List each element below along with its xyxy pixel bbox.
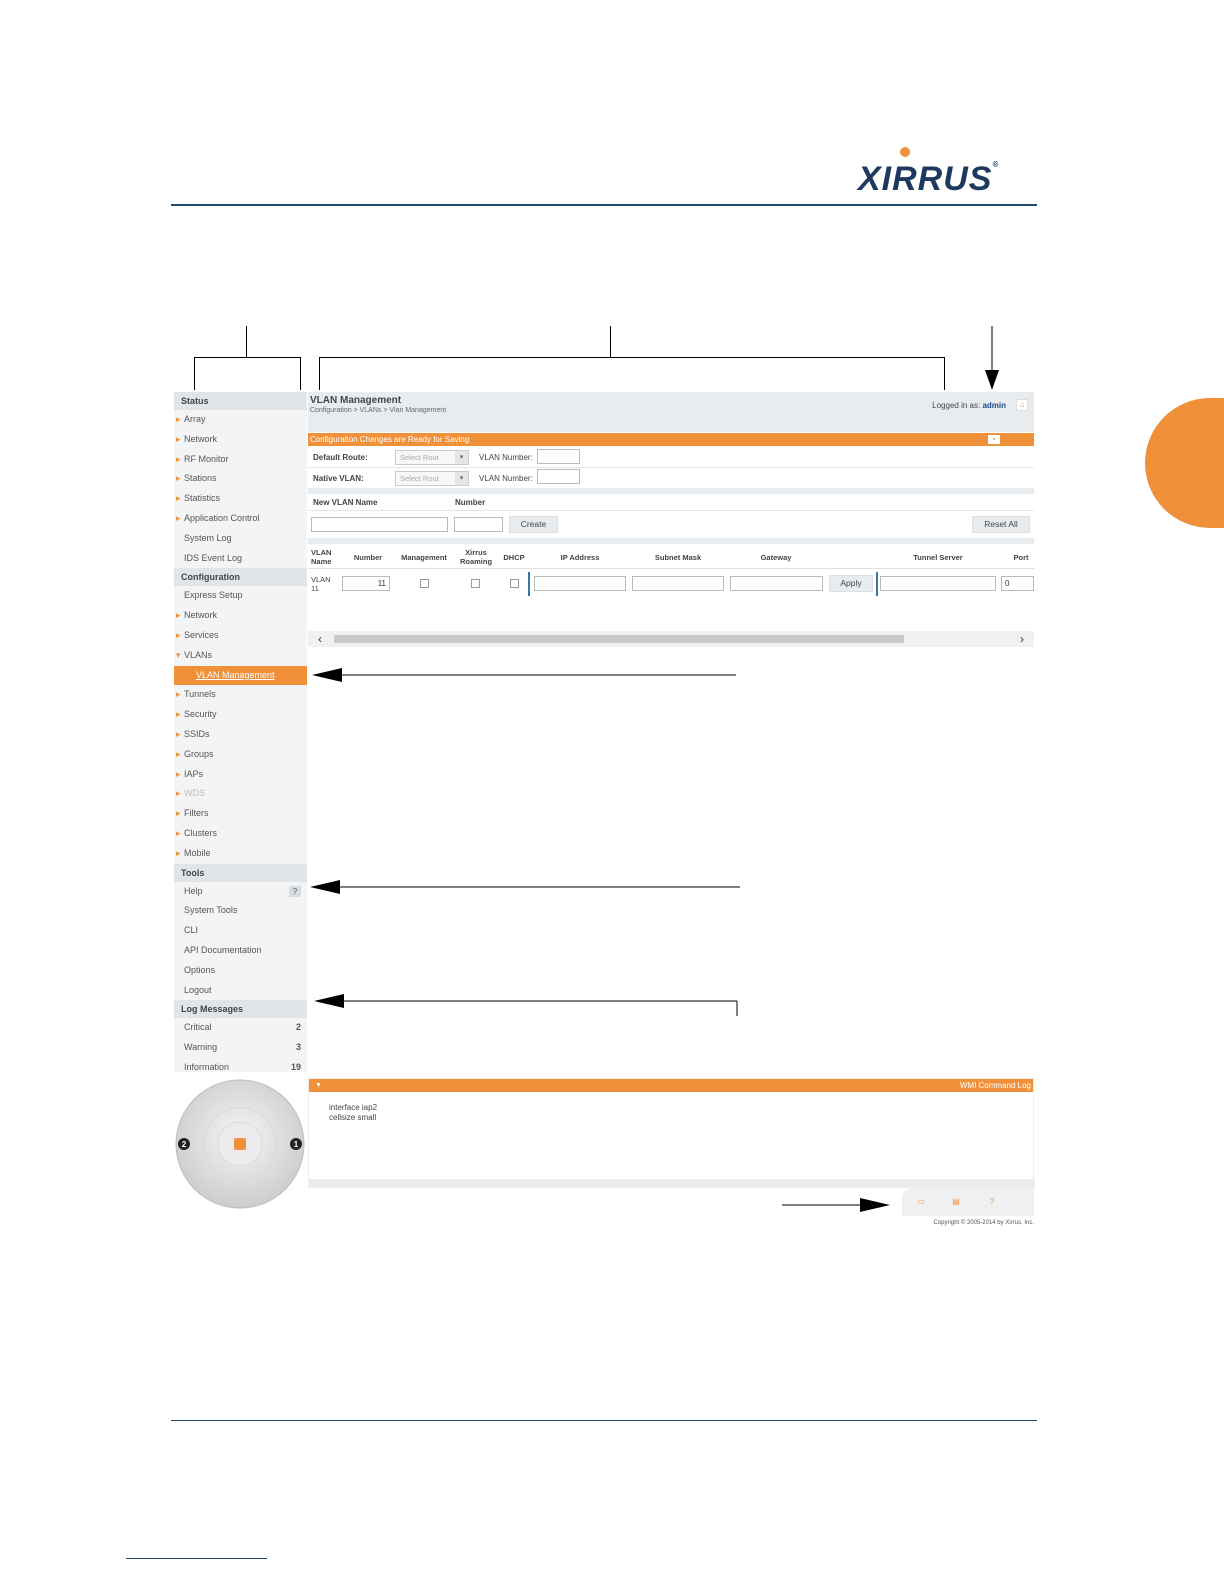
sidebar-item-ids-event-log[interactable]: IDS Event Log [184,552,243,563]
sidebar-item-cli[interactable]: CLI [184,925,199,936]
logo-text: XIRRUS [858,160,993,198]
collapse-triangle-icon[interactable]: ▼ [315,1082,322,1089]
sidebar-item-tunnels[interactable]: ▸ Tunnels [174,685,307,705]
column-header-vlan-name: VLAN Name [311,548,332,566]
callout-bracket-main-bar [319,357,945,358]
new-vlan-number-label: Number [455,498,486,507]
command-log-header[interactable] [309,1079,1033,1092]
sidebar-item-information[interactable] [174,1058,307,1078]
row-tunnel-server-input[interactable] [880,576,996,591]
row-ip-address-input[interactable] [534,576,626,591]
array-device-image [174,1078,307,1212]
save-icon[interactable]: ▭ [917,1197,925,1206]
new-vlan-name-label: New VLAN Name [313,498,378,507]
logged-in-label: Logged in as: [932,401,981,410]
row-port-input[interactable]: 0 [1001,576,1034,591]
sidebar-item-services[interactable]: ▸ Services [174,626,307,646]
scroll-left-icon[interactable]: ‹ [318,632,322,646]
username: admin [982,401,1006,410]
command-log-line: interface iap2 [329,1103,378,1112]
home-icon[interactable]: ⌂ [1016,399,1028,411]
create-divider [308,510,1034,511]
section-divider-2 [308,538,1034,544]
sidebar-item-express-setup[interactable]: Express Setup [184,590,243,601]
sidebar-item-vlan-management[interactable]: VLAN Management [174,666,307,686]
scrollbar-thumb[interactable] [334,635,904,643]
route-divider [308,467,1034,468]
command-log-footer [309,1179,1035,1187]
sidebar-item-help-label: Help [184,885,203,896]
native-vlan-number-input[interactable] [537,469,580,484]
default-vlan-number-label: VLAN Number: [479,453,533,462]
callout-bracket-main-r [944,357,945,390]
sidebar-item-vlans[interactable]: ▾ VLANs [174,646,307,666]
column-header-port: Port [1013,553,1029,562]
sidebar-item-system-log[interactable]: System Log [184,532,232,543]
command-log-line: cellsize small [329,1113,377,1122]
new-vlan-number-input[interactable] [454,517,503,532]
warning-label: Warning [184,1042,218,1053]
command-log-body [329,1103,377,1123]
native-vlan-number-label: VLAN Number: [479,474,533,483]
column-header-gateway: Gateway [760,553,792,562]
help-icon: ? [289,886,301,897]
column-header-management: Management [401,553,447,562]
help-icon[interactable]: ? [989,1197,995,1206]
callout-bracket-main-l [319,357,320,390]
sidebar-header-tools: Tools [174,864,307,882]
column-header-xirrus-roaming: Xirrus Roaming [459,548,493,566]
device-led [234,1138,246,1150]
default-route-label: Default Route: [313,453,368,462]
page-header [308,392,1034,432]
default-vlan-number-input[interactable] [537,449,580,464]
create-button[interactable]: Create [509,516,558,533]
sidebar-item-mobile[interactable]: ▸ Mobile [174,844,307,864]
page-title: VLAN Management [310,395,402,406]
save-banner-text: Configuration Changes are Ready for Saving [310,435,470,444]
sidebar-item-iaps[interactable]: ▸ IAPs [174,765,307,785]
sidebar-item-network-config[interactable]: ▸ Network [174,606,307,626]
footer-toolbar [902,1188,1034,1216]
row-divider-right [876,572,878,596]
callout-bracket-left-stem [246,326,247,358]
chapter-tab [1145,398,1224,528]
wmi-screenshot [174,392,1034,1232]
row-gateway-input[interactable] [730,576,823,591]
save-icon[interactable]: ▪ [988,435,1000,444]
logo-dot [900,147,910,157]
sidebar-item-wds: ▸ WDS [174,784,307,804]
arrow-login-head [985,370,999,390]
wmi-command-log-panel [308,1078,1034,1188]
callout-bracket-left-r [300,357,301,390]
sidebar-item-network-status[interactable]: ▸ Network [174,430,307,450]
sidebar-header-configuration: Configuration [174,568,307,586]
row-number-input[interactable]: 11 [342,576,390,591]
new-vlan-name-input[interactable] [311,517,448,532]
chevron-down-icon: ▾ [455,472,468,485]
column-header-subnet-mask: Subnet Mask [654,553,702,562]
default-route-select[interactable] [395,450,469,465]
registered-mark: ® [992,160,1000,169]
sidebar-item-logout[interactable]: Logout [184,984,212,995]
callout-bracket-main-stem [610,326,611,358]
sidebar-item-ssids[interactable]: ▸ SSIDs [174,725,307,745]
header-rule [171,204,1037,206]
sidebar [174,392,307,1072]
warning-count: 3 [295,1042,301,1053]
sidebar-item-array[interactable]: ▸ Array [174,410,307,430]
main-frame [308,392,1034,654]
print-icon[interactable]: ▤ [952,1197,960,1206]
sidebar-item-groups[interactable]: ▸ Groups [174,745,307,765]
row-dhcp-checkbox[interactable] [510,579,519,588]
default-route-select-value: Select Rout [400,453,439,462]
sidebar-item-api-documentation[interactable]: API Documentation [184,944,262,955]
sidebar-item-system-tools[interactable]: System Tools [184,905,238,916]
device-marker-left-text: 2 [181,1140,187,1149]
sidebar-header-status: Status [174,392,307,410]
device-marker-right-text: 1 [293,1140,299,1149]
scroll-right-icon[interactable]: › [1020,632,1024,646]
sidebar-item-rf-monitor[interactable]: ▸ RF Monitor [174,450,307,470]
native-vlan-label: Native VLAN: [313,474,364,483]
sidebar-item-clusters[interactable]: ▸ Clusters [174,824,307,844]
column-header-number: Number [353,553,383,562]
reset-all-button[interactable]: Reset All [972,516,1030,533]
column-header-dhcp: DHCP [503,553,525,562]
critical-count: 2 [295,1022,301,1033]
save-banner [308,433,1034,446]
apply-button[interactable]: Apply [829,575,873,592]
sidebar-item-help[interactable] [174,882,307,902]
critical-label: Critical [184,1022,212,1033]
xirrus-logo [858,160,999,199]
column-header-ip-address: IP Address [560,553,600,562]
row-xirrus-roaming-checkbox[interactable] [471,579,480,588]
command-log-title: WMI Command Log [959,1081,1031,1090]
native-vlan-select-value: Select Rout [400,474,439,483]
chevron-down-icon: ▾ [455,451,468,464]
breadcrumb: Configuration > VLANs > Vlan Management [310,407,447,414]
information-count: 19 [290,1061,301,1072]
information-label: Information [184,1061,230,1072]
row-vlan-name: VLAN 11 [311,575,331,593]
sidebar-item-statistics[interactable]: ▸ Statistics [174,489,307,509]
sidebar-item-filters[interactable]: ▸ Filters [174,804,307,824]
login-status [932,401,1006,410]
sidebar-header-log-messages: Log Messages [174,1000,307,1018]
copyright: Copyright © 2005-2014 by Xirrus, Inc. [933,1220,1034,1226]
sidebar-item-stations[interactable]: ▸ Stations [174,469,307,489]
footer-underline [126,1558,267,1559]
sidebar-item-critical[interactable] [174,1018,307,1038]
row-subnet-mask-input[interactable] [632,576,724,591]
horizontal-scrollbar[interactable] [308,631,1034,647]
sidebar-item-security[interactable]: ▸ Security [174,705,307,725]
column-header-tunnel-server: Tunnel Server [913,553,963,562]
callout-bracket-left-l [194,357,195,390]
table-header-rule [308,568,1034,569]
native-vlan-select[interactable] [395,471,469,486]
row-management-checkbox[interactable] [420,579,429,588]
sidebar-item-options[interactable]: Options [184,964,216,975]
sidebar-item-warning[interactable] [174,1038,307,1058]
section-divider-1 [308,488,1034,494]
row-divider-left [528,572,530,596]
sidebar-item-application-control[interactable]: ▸ Application Control [174,509,307,529]
callout-bracket-left-bar [194,357,301,358]
footer-rule [171,1420,1037,1421]
